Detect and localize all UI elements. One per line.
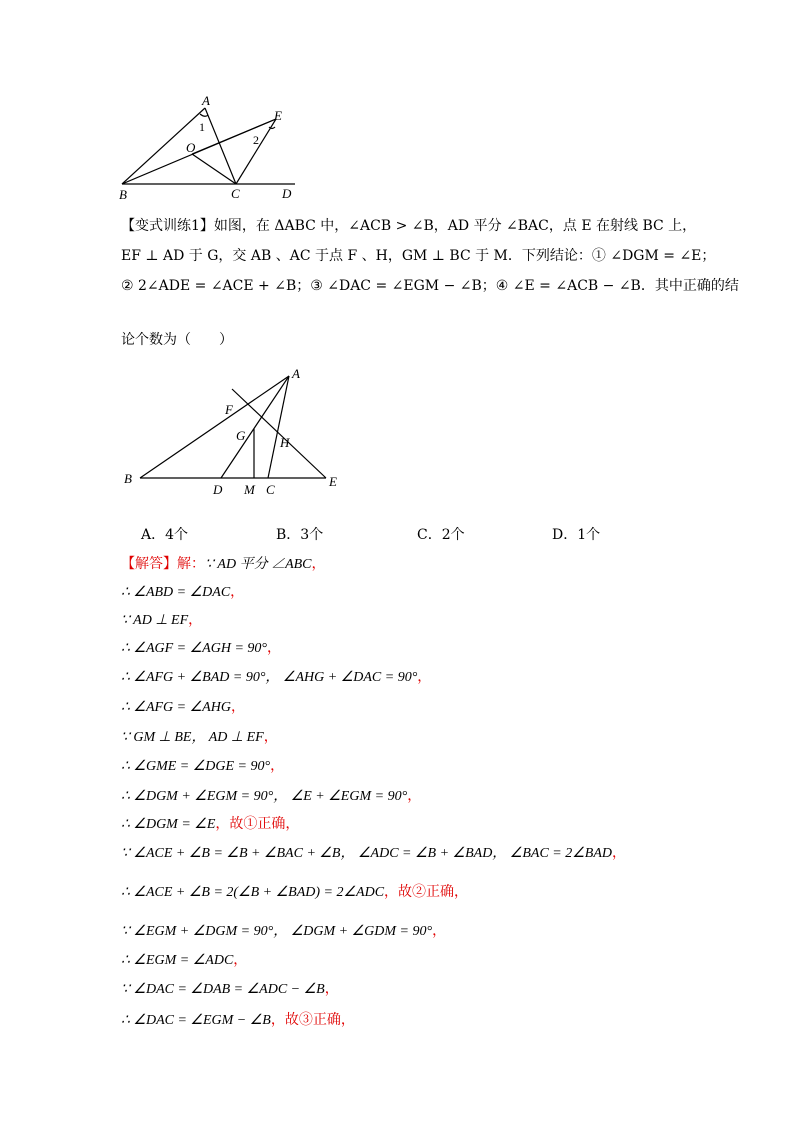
- angle-2-arc: [269, 127, 275, 129]
- solution-tail-9: ，: [407, 788, 422, 804]
- solution-tail-15: ，: [324, 981, 339, 997]
- solution-tail-7: ，: [263, 729, 278, 745]
- solution-line-1: [121, 554, 326, 575]
- solution-math-4: ∴ ∠AGF = ∠AGH = 90°: [121, 641, 267, 656]
- figure-2: [118, 362, 358, 498]
- solution-tail-8: ，: [270, 758, 285, 774]
- solution-line-4: [121, 638, 281, 659]
- label-F: F: [225, 402, 233, 417]
- solution-line-9: [121, 786, 421, 807]
- solution-tail-10: ，故①正确，: [215, 816, 300, 832]
- label-A: A: [292, 366, 300, 381]
- solution-math-2: ∴ ∠ABD = ∠DAC: [121, 585, 231, 600]
- option-d: D．1个: [552, 527, 601, 543]
- solution-line-15: [121, 979, 339, 1000]
- option-b: B．3个: [276, 527, 324, 543]
- solution-math-5: ∴ ∠AFG + ∠BAD = 90°， ∠AHG + ∠DAC = 90°: [121, 670, 418, 685]
- label-D: D: [282, 186, 292, 201]
- problem-line-1: [121, 216, 696, 236]
- label-O: O: [186, 140, 196, 155]
- solution-line-5: [121, 667, 431, 688]
- problem-text-4: 论个数为（ ）: [121, 332, 233, 348]
- solution-tail-3: ，: [188, 612, 203, 628]
- segment-FE: [232, 389, 326, 478]
- solution-math-11: ∵ ∠ACE + ∠B = ∠B + ∠BAC + ∠B， ∠ADC = ∠B + ∠BAD， ∠BAC = 2∠BAD: [121, 846, 613, 861]
- solution-math-14: ∴ ∠EGM = ∠ADC: [121, 953, 234, 968]
- solution-tail-13: ，: [432, 923, 447, 939]
- solution-line-8: [121, 756, 284, 777]
- solution-line-2: [121, 582, 244, 603]
- solution-line-7: [121, 727, 278, 748]
- figure-1-diagram: [110, 92, 320, 204]
- solution-tail-12: ，故②正确，: [384, 884, 469, 900]
- solution-tail-1: ，: [311, 556, 326, 572]
- problem-tag: 【变式训练1】: [121, 218, 214, 234]
- solution-tail-16: ，故③正确，: [270, 1012, 355, 1028]
- angle-1-arc: [200, 114, 208, 116]
- solution-math-9: ∴ ∠DGM + ∠EGM = 90°， ∠E + ∠EGM = 90°: [121, 789, 408, 804]
- solution-tail-14: ，: [233, 952, 248, 968]
- problem-line-4: [121, 330, 233, 350]
- solution-math-6: ∴ ∠AFG = ∠AHG: [121, 700, 231, 715]
- solution-math-13: ∵ ∠EGM + ∠DGM = 90°， ∠DGM + ∠GDM = 90°: [121, 924, 433, 939]
- option-a: A．4个: [141, 527, 189, 543]
- solution-math-10: ∴ ∠DGM = ∠E: [121, 817, 216, 832]
- label-angle-2: 2: [253, 133, 259, 147]
- solution-math-3: ∵ AD ⊥ EF: [121, 613, 189, 628]
- solution-line-3: [121, 610, 202, 631]
- label-H: H: [280, 435, 290, 450]
- solution-math-1: ∵ AD 平分 ∠ABC: [205, 557, 312, 572]
- solution-tail-6: ，: [230, 699, 245, 715]
- solution-line-16: [121, 1010, 355, 1031]
- solution-line-6: [121, 697, 245, 718]
- label-C: C: [266, 482, 275, 497]
- label-E: E: [329, 474, 337, 489]
- label-A: A: [202, 93, 210, 108]
- solution-tail-5: ，: [417, 669, 432, 685]
- label-B: B: [119, 187, 127, 202]
- problem-line-3: [121, 276, 739, 296]
- label-D: D: [213, 482, 223, 497]
- solution-tail-11: ，: [612, 845, 627, 861]
- solution-math-12: ∴ ∠ACE + ∠B = 2(∠B + ∠BAD) = 2∠ADC: [121, 885, 385, 900]
- solution-math-8: ∴ ∠GME = ∠DGE = 90°: [121, 759, 271, 774]
- solution-math-16: ∴ ∠DAC = ∠EGM − ∠B: [121, 1013, 271, 1028]
- figure-2-diagram: [118, 362, 358, 498]
- label-G: G: [236, 428, 246, 443]
- label-C: C: [231, 186, 240, 201]
- problem-line-2: [121, 246, 715, 266]
- solution-math-7: ∵ GM ⊥ BE， AD ⊥ EF: [121, 730, 264, 745]
- solution-line-11: [121, 843, 626, 864]
- solution-tail-2: ，: [230, 584, 245, 600]
- label-E: E: [274, 108, 282, 123]
- label-angle-1: 1: [199, 120, 205, 134]
- segment-EC: [236, 119, 276, 184]
- option-c: C．2个: [417, 527, 465, 543]
- solution-line-12: [121, 882, 468, 903]
- solution-line-10: [121, 814, 299, 835]
- segment-BA: [140, 376, 289, 478]
- problem-text-3: ② 2∠ADE = ∠ACE + ∠B；③ ∠DAC = ∠EGM − ∠B；④ ∠E = ∠ACB − ∠B．其中正确的结: [121, 278, 739, 294]
- solution-tail-4: ，: [267, 640, 281, 656]
- solution-line-13: [121, 921, 446, 942]
- solution-heading: 【解答】解：: [121, 556, 205, 572]
- solution-line-14: [121, 950, 247, 971]
- solution-math-15: ∵ ∠DAC = ∠DAB = ∠ADC − ∠B: [121, 982, 325, 997]
- problem-text-1: 如图，在 ΔABC 中，∠ACB > ∠B，AD 平分 ∠BAC，点 E 在射线 BC 上，: [213, 218, 697, 234]
- label-M: M: [244, 482, 255, 497]
- label-B: B: [124, 471, 132, 486]
- problem-text-2: EF ⊥ AD 于 G，交 AB 、AC 于点 F 、H，GM ⊥ BC 于 M．下列结论：① ∠DGM = ∠E；: [121, 248, 716, 264]
- figure-1: [110, 92, 320, 204]
